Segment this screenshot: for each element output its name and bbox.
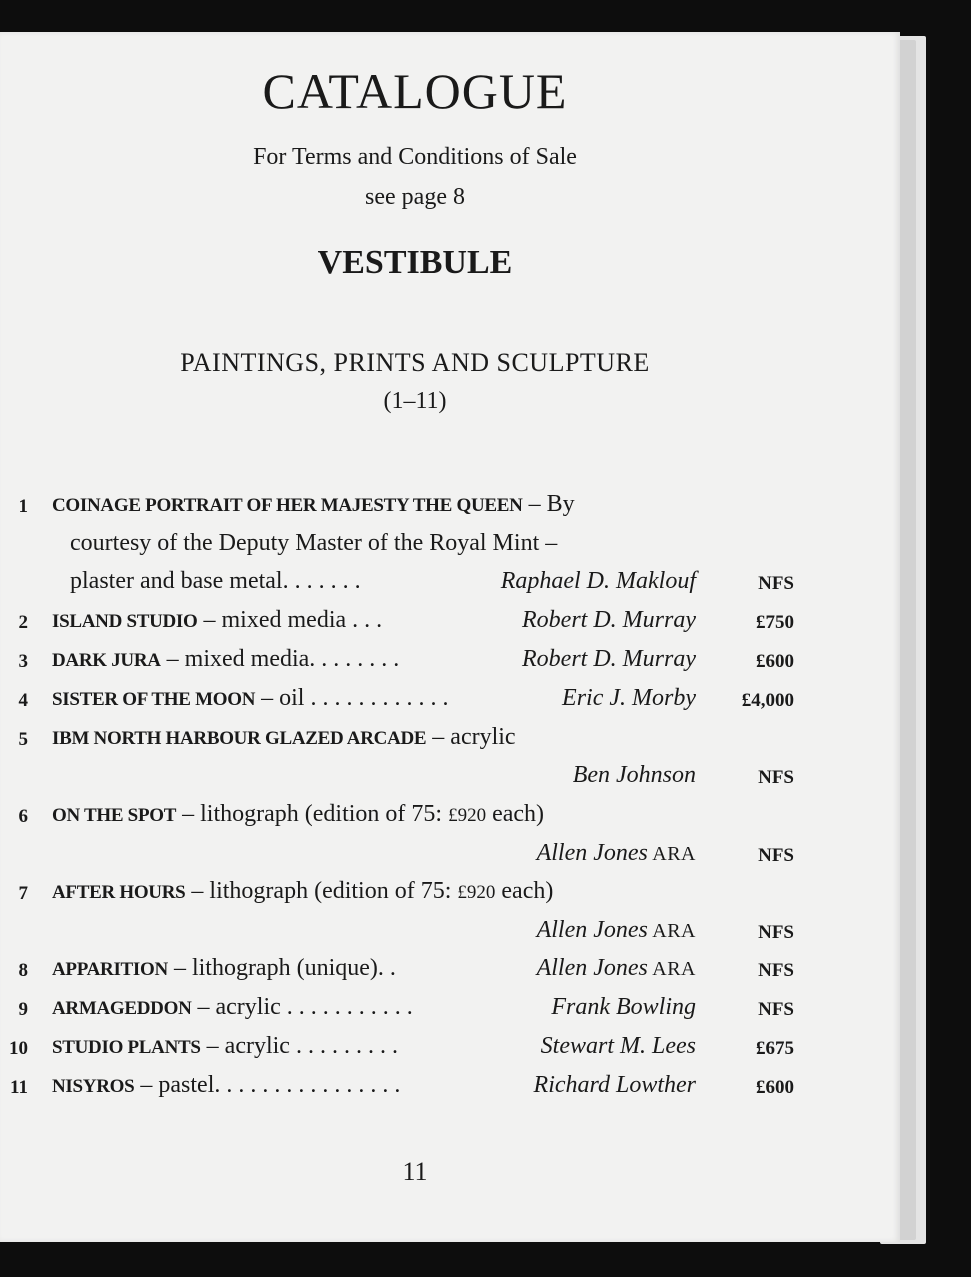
entry-title: DARK JURA: [52, 650, 161, 671]
catalogue-entry-1-line-2: [0, 530, 830, 566]
entry-artist: Allen Jones: [536, 917, 648, 943]
entry-title: COINAGE PORTRAIT OF HER MAJESTY THE QUEEN: [52, 495, 523, 516]
entry-medium: – By: [522, 491, 575, 517]
entry-price: NFS: [758, 960, 794, 981]
entry-artist: Robert D. Murray: [522, 607, 696, 633]
entry-number: 9: [18, 999, 28, 1020]
entry-number: 8: [18, 960, 28, 981]
catalogue-entry-8: [0, 955, 830, 991]
catalogue-entry-1-line-3: [0, 568, 830, 604]
entry-artist: Eric J. Morby: [562, 685, 696, 711]
entry-medium-end: each): [495, 878, 554, 904]
entry-medium: – acrylic: [426, 724, 516, 750]
entry-number: 1: [18, 496, 28, 517]
dot-leader: . . .: [352, 607, 383, 633]
page-title: CATALOGUE: [262, 63, 568, 119]
artist-honour: ARA: [647, 843, 696, 865]
entry-price: NFS: [758, 845, 794, 866]
entry-title: SISTER OF THE MOON: [52, 689, 256, 710]
entry-medium: – acrylic: [200, 1033, 290, 1059]
entry-medium: – mixed media: [160, 646, 310, 672]
entry-number: 2: [18, 612, 28, 633]
entry-number: 4: [18, 690, 28, 711]
entry-number: 5: [18, 729, 28, 750]
entry-medium: – oil: [255, 685, 305, 711]
entry-number: 3: [18, 651, 28, 672]
entry-price: £675: [756, 1038, 794, 1059]
entry-medium: plaster and base metal: [70, 568, 283, 594]
entry-price: £750: [756, 612, 794, 633]
catalogue-entry-1: [0, 491, 830, 527]
catalogue-entry-11: [0, 1072, 830, 1108]
entry-description: courtesy of the Deputy Master of the Royal Mint –: [70, 530, 558, 556]
entry-price: NFS: [758, 999, 794, 1020]
entry-artist: Ben Johnson: [572, 762, 696, 788]
entry-number: 10: [9, 1038, 28, 1059]
catalogue-page: [0, 32, 900, 1242]
entry-medium: – pastel: [134, 1072, 215, 1098]
entry-price: NFS: [758, 573, 794, 594]
entry-price: £4,000: [741, 690, 794, 711]
catalogue-entry-6: [0, 801, 830, 837]
dot-leader: . . . . . . . . . . . .: [310, 685, 449, 711]
entry-artist: Allen Jones: [536, 955, 648, 981]
dot-leader: . .: [377, 955, 396, 981]
dot-leader: . . . . . . . . . . . . . . . .: [214, 1072, 401, 1098]
page-number: 11: [402, 1157, 428, 1186]
catalogue-entry-5: [0, 724, 830, 760]
entry-artist: Raphael D. Maklouf: [500, 568, 696, 594]
entry-number: 7: [18, 883, 28, 904]
edition-price: £920: [448, 805, 487, 826]
entry-medium: – mixed media: [197, 607, 347, 633]
edition-price: £920: [457, 882, 496, 903]
entry-title: ON THE SPOT: [52, 805, 177, 826]
entry-title: STUDIO PLANTS: [52, 1037, 201, 1058]
section-range: (1–11): [383, 388, 447, 414]
artist-honour: ARA: [647, 958, 696, 980]
entry-medium: – lithograph (unique): [167, 955, 378, 981]
entry-medium: – acrylic: [191, 994, 281, 1020]
entry-title: AFTER HOURS: [52, 882, 186, 903]
entry-price: £600: [756, 651, 794, 672]
entry-title: NISYROS: [52, 1076, 135, 1097]
terms-line-2: see page 8: [365, 184, 465, 210]
catalogue-entry-6-line-2: [0, 840, 830, 876]
entry-title: ARMAGEDDON: [52, 998, 192, 1019]
entry-artist: Allen Jones: [536, 840, 648, 866]
dot-leader: . . . . . . . . .: [295, 1033, 398, 1059]
catalogue-entry-3: [0, 646, 830, 682]
catalogue-entry-2: [0, 607, 830, 643]
entry-medium-end: each): [486, 801, 545, 827]
catalogue-entry-7: [0, 878, 830, 914]
entry-artist: Robert D. Murray: [522, 646, 696, 672]
catalogue-entry-9: [0, 994, 830, 1030]
entry-title: ISLAND STUDIO: [52, 611, 198, 632]
section-title: VESTIBULE: [317, 244, 513, 281]
entry-artist: Richard Lowther: [533, 1072, 696, 1098]
dot-leader: . . . . . . .: [282, 568, 361, 594]
entry-artist: Stewart M. Lees: [540, 1033, 696, 1059]
catalogue-entry-10: [0, 1033, 830, 1069]
entry-title: APPARITION: [52, 959, 168, 980]
section-subtitle: PAINTINGS, PRINTS AND SCULPTURE: [180, 348, 650, 377]
catalogue-entry-4: [0, 685, 830, 721]
entry-title: IBM NORTH HARBOUR GLAZED ARCADE: [52, 728, 427, 749]
entry-price: NFS: [758, 767, 794, 788]
entry-price: NFS: [758, 922, 794, 943]
entry-number: 11: [10, 1077, 28, 1098]
terms-line-1: For Terms and Conditions of Sale: [253, 144, 577, 170]
entry-medium: – lithograph (edition of 75:: [185, 878, 458, 904]
entry-artist: Frank Bowling: [551, 994, 696, 1020]
catalogue-entry-7-line-2: [0, 917, 830, 953]
dot-leader: . . . . . . . . . . .: [286, 994, 413, 1020]
entry-number: 6: [18, 806, 28, 827]
entry-price: £600: [756, 1077, 794, 1098]
dot-leader: . . . . . . . .: [309, 646, 400, 672]
artist-honour: ARA: [647, 920, 696, 942]
entry-medium: – lithograph (edition of 75:: [176, 801, 449, 827]
catalogue-entry-5-line-2: [0, 762, 830, 798]
